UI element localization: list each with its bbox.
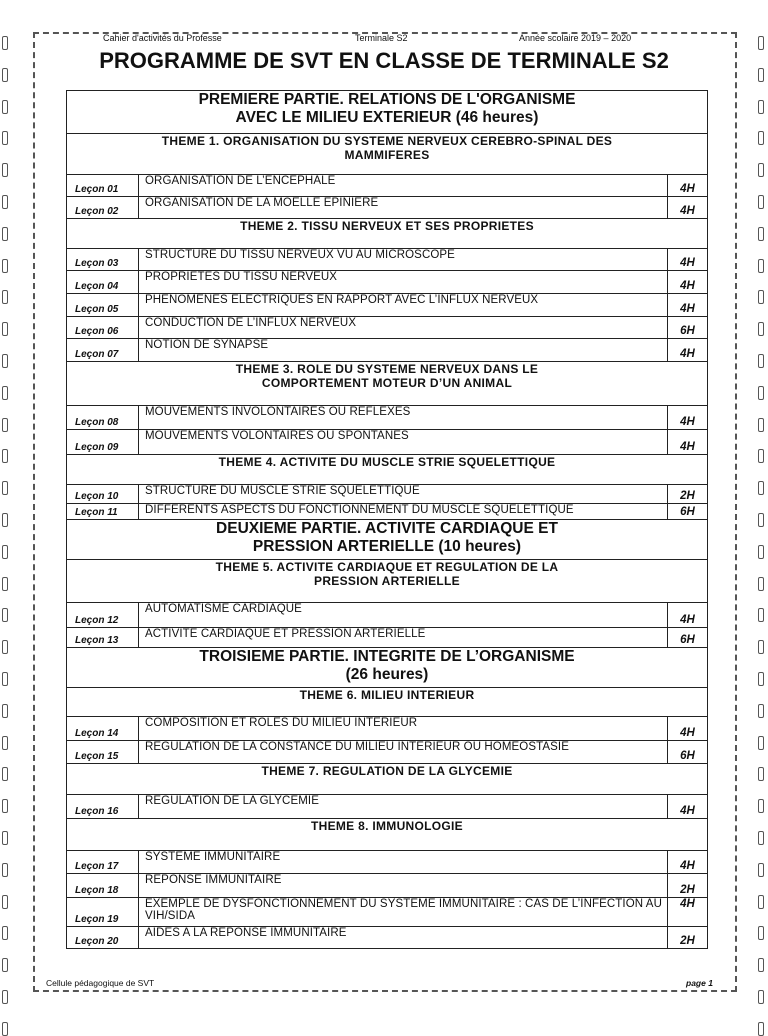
lesson-row: Leçon 05 PHENOMENES ELECTRIQUES EN RAPPORT AVEC L’INFLUX NERVEUX 4H xyxy=(67,294,708,317)
theme-heading: THEME 6. MILIEU INTERIEUR xyxy=(67,688,708,717)
theme-heading: THEME 1. ORGANISATION DU SYSTEME NERVEUX CEREBRO-SPINAL DES MAMMIFERES xyxy=(67,134,708,175)
lesson-row: Leçon 01 ORGANISATION DE L’ENCEPHALE 4H xyxy=(67,175,708,197)
page-title: PROGRAMME DE SVT EN CLASSE DE TERMINALE S2 xyxy=(99,48,669,73)
theme-heading: THEME 7. REGULATION DE LA GLYCEMIE xyxy=(67,764,708,795)
header-left: Cahier d'activités du Professe xyxy=(103,33,222,43)
lesson-row: Leçon 09 MOUVEMENTS VOLONTAIRES OU SPONTANES 4H xyxy=(67,430,708,455)
lesson-row: Leçon 07 NOTION DE SYNAPSE 4H xyxy=(67,339,708,362)
lesson-row: Leçon 11 DIFFERENTS ASPECTS DU FONCTIONNEMENT DU MUSCLE SQUELETTIQUE 6H xyxy=(67,504,708,520)
lesson-row: Leçon 04 PROPRIETES DU TISSU NERVEUX 4H xyxy=(67,271,708,294)
header-center: Terminale S2 xyxy=(355,33,408,43)
theme-heading: THEME 5. ACTIVITE CARDIAQUE ET REGULATION DE LA PRESSION ARTERIELLE xyxy=(67,560,708,603)
lesson-row: Leçon 19 EXEMPLE DE DYSFONCTIONNEMENT DU SYSTEME IMMUNITAIRE : CAS DE L’INFECTION AU VIH/SIDA 4H xyxy=(67,898,708,927)
lesson-row: Leçon 06 CONDUCTION DE L’INFLUX NERVEUX 6H xyxy=(67,317,708,339)
lesson-row: Leçon 14 COMPOSITION ET ROLES DU MILIEU INTERIEUR 4H xyxy=(67,717,708,741)
theme-heading: THEME 4. ACTIVITE DU MUSCLE STRIE SQUELETTIQUE xyxy=(67,455,708,485)
header-right: Année scolaire 2019 – 2020 xyxy=(519,33,632,43)
lesson-row: Leçon 20 AIDES A LA REPONSE IMMUNITAIRE 2H xyxy=(67,927,708,949)
lesson-row: Leçon 15 REGULATION DE LA CONSTANCE DU MILIEU INTERIEUR OU HOMEOSTASIE 6H xyxy=(67,741,708,764)
theme-heading: THEME 2. TISSU NERVEUX ET SES PROPRIETES xyxy=(67,219,708,249)
lesson-row: Leçon 08 MOUVEMENTS INVOLONTAIRES OU REFLEXES 4H xyxy=(67,406,708,430)
lesson-row: Leçon 13 ACTIVITE CARDIAQUE ET PRESSION ARTERIELLE 6H xyxy=(67,628,708,648)
lesson-row: Leçon 16 REGULATION DE LA GLYCEMIE 4H xyxy=(67,795,708,819)
left-binding-marks xyxy=(2,36,10,990)
part-heading: PREMIERE PARTIE. RELATIONS DE L'ORGANISME AVEC LE MILIEU EXTERIEUR (46 heures) xyxy=(67,91,708,134)
lesson-row: Leçon 17 SYSTEME IMMUNITAIRE 4H xyxy=(67,851,708,874)
lesson-row: Leçon 03 STRUCTURE DU TISSU NERVEUX VU AU MICROSCOPE 4H xyxy=(67,249,708,271)
footer-page-number: page 1 xyxy=(686,978,713,988)
footer-left: Cellule pédagogique de SVT xyxy=(46,978,155,988)
lesson-row: Leçon 18 REPONSE IMMUNITAIRE 2H xyxy=(67,874,708,898)
lesson-row: Leçon 10 STRUCTURE DU MUSCLE STRIE SQUELETTIQUE 2H xyxy=(67,485,708,504)
lesson-row: Leçon 12 AUTOMATISME CARDIAQUE 4H xyxy=(67,603,708,628)
lesson-row: Leçon 02 ORGANISATION DE LA MOELLE EPINIERE 4H xyxy=(67,197,708,219)
right-binding-marks xyxy=(758,36,766,990)
theme-heading: THEME 8. IMMUNOLOGIE xyxy=(67,819,708,851)
part-heading: TROISIEME PARTIE. INTEGRITE DE L’ORGANISME (26 heures) xyxy=(67,648,708,688)
program-table xyxy=(66,90,708,949)
part-heading: DEUXIEME PARTIE. ACTIVITE CARDIAQUE ET PRESSION ARTERIELLE (10 heures) xyxy=(67,520,708,560)
theme-heading: THEME 3. ROLE DU SYSTEME NERVEUX DANS LE COMPORTEMENT MOTEUR D’UN ANIMAL xyxy=(67,362,708,406)
